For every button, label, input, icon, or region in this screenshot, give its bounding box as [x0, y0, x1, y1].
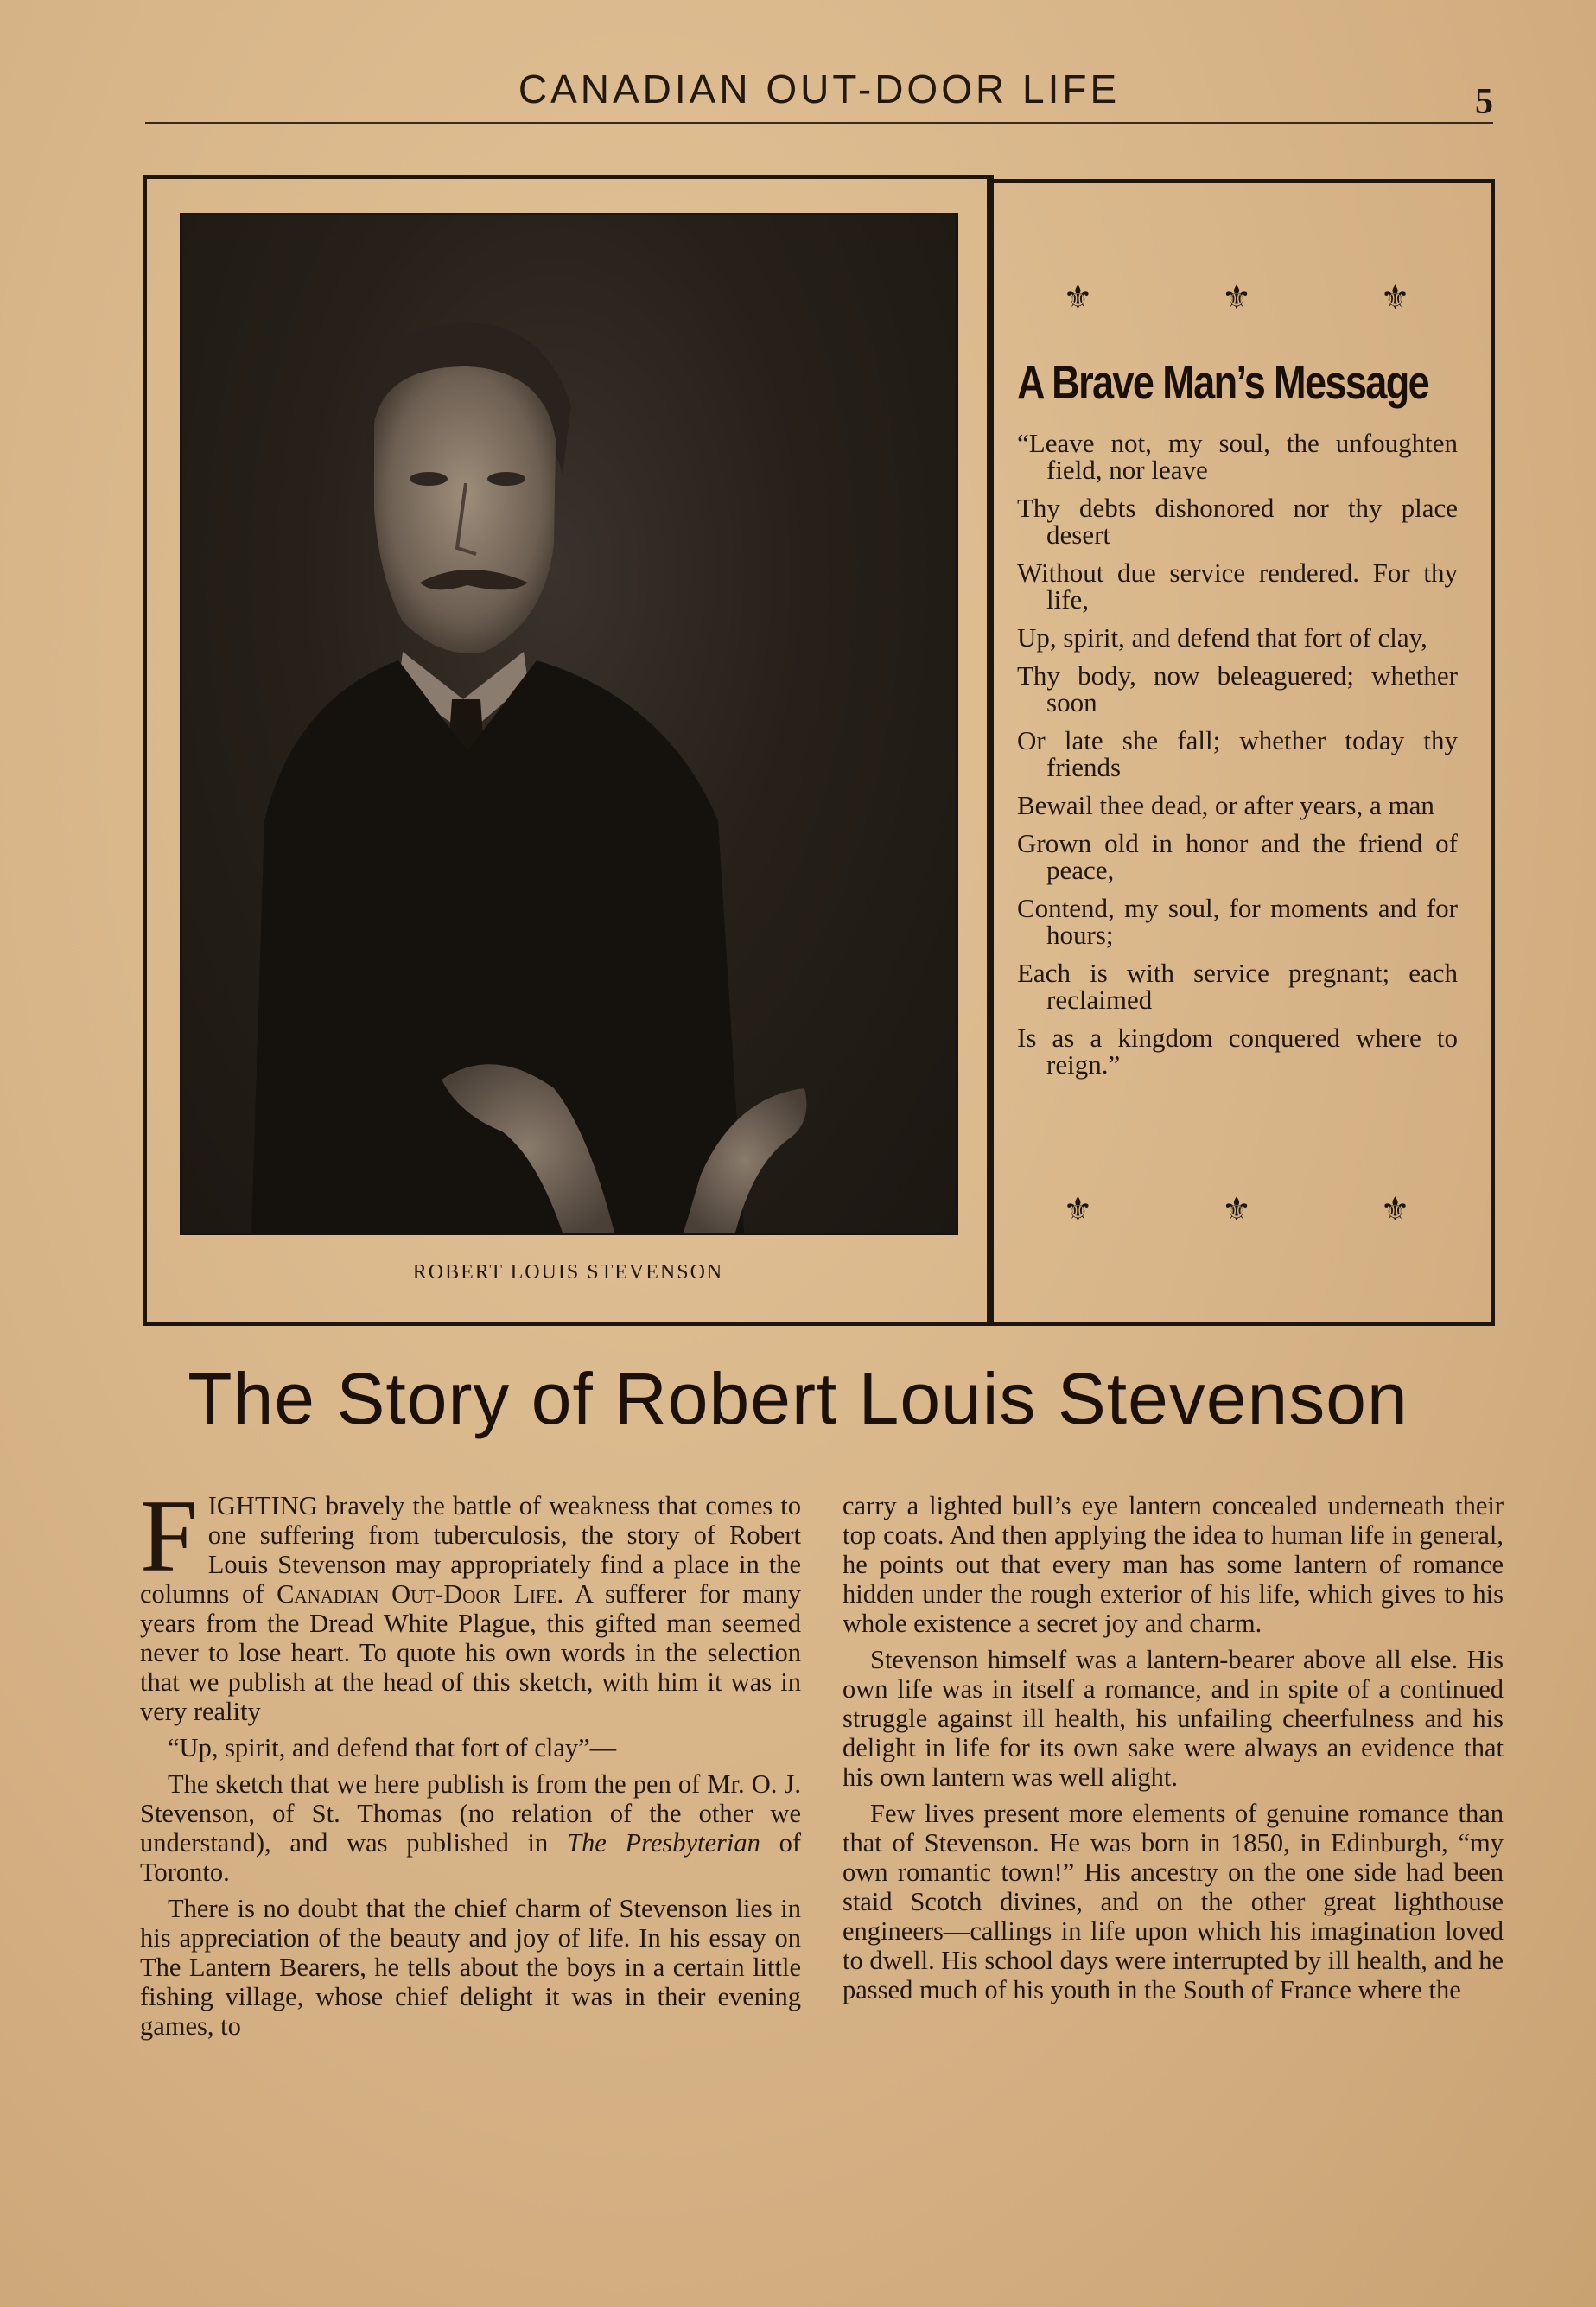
poem-line: Up, spirit, and defend that fort of clay, — [1017, 622, 1427, 653]
fleur-de-lis-icon: ⚜ ⚜ ⚜ — [1063, 280, 1471, 316]
poem-line: Contend, my soul, for moments and for hours; — [1017, 893, 1458, 950]
paragraph-text: of Toronto. — [140, 1828, 801, 1887]
poem-line: Thy debts dishonored nor thy place desert — [1017, 493, 1458, 550]
poem-panel — [987, 179, 1495, 1326]
article-title: The Story of Robert Louis Stevenson — [188, 1358, 1408, 1439]
feature-box — [143, 175, 1491, 1322]
header-rule — [145, 122, 1493, 124]
paragraph-lantern: carry a lighted bull’s eye lantern concealed underneath their top coats. And then applying the idea to human life in general, he points out that every man has some lantern of romance hidden under the rough exterior of his life, which gives to his whole existence a secret joy and charm. — [843, 1491, 1504, 1638]
publication-name: The Presbyterian — [566, 1828, 760, 1858]
running-title: CANADIAN OUT-DOOR LIFE — [518, 67, 1121, 112]
portrait-illustration — [182, 215, 956, 1233]
paragraph-text: . A sufferer for many years from the Dread White Plague, this gifted man seemed never to lose heart. To quote his own words in the selection that we publish at the head of this sketch, with him it was in very reality — [140, 1579, 801, 1726]
paragraph-lantern-bearer: Stevenson himself was a lantern-bearer above all else. His own life was in itself a romance, and in spite of a continued struggle against ill health, his unfailing cheerfulness and his delight in life for its own sake were always an evidence that his own lantern was well alight. — [843, 1645, 1504, 1792]
paragraph-text: The sketch that we here publish is from the pen of Mr. O. J. Stevenson, of St. Thomas (no relation of the other we understand), and was published in — [140, 1769, 801, 1858]
article-column-right — [843, 1491, 1504, 2011]
paragraph-source — [140, 1769, 801, 1887]
photo-caption: ROBERT LOUIS STEVENSON — [412, 1261, 724, 1284]
magazine-name: Canadian Out-Door Life — [277, 1579, 557, 1609]
poem-line: Thy body, now beleaguered; whether soon — [1017, 660, 1458, 717]
page-header — [145, 66, 1493, 126]
photo-panel — [143, 175, 994, 1326]
paragraph-charm: There is no doubt that the chief charm of Stevenson lies in his appreciation of the beauty and joy of life. In his essay on The Lantern Bearers, he tells about the boys in a certain little fishing village, whose chief delight it was in their evening games, to — [140, 1894, 801, 2041]
paragraph-text: IGHTING bravely the battle of weakness that comes to one suffering from tuberculosis, the story of Robert Louis Stevenson may appropriately find a place in the columns of — [140, 1491, 801, 1609]
poem-line: Bewail thee dead, or after years, a man — [1017, 790, 1434, 820]
poem-line: Grown old in honor and the friend of peace, — [1017, 828, 1458, 885]
poem-line: “Leave not, my soul, the unfoughten field, nor leave — [1017, 428, 1458, 485]
fleur-de-lis-icon: ⚜ ⚜ ⚜ — [1063, 1192, 1471, 1228]
article-column-left — [140, 1478, 801, 2048]
poem-title: A Brave Man’s Message — [1017, 355, 1429, 409]
poem-line: Or late she fall; whether today thy friends — [1017, 725, 1458, 782]
drop-cap: F — [140, 1478, 198, 1593]
page-number: 5 — [1475, 82, 1493, 122]
paragraph-intro — [140, 1478, 801, 1726]
poem-line: Without due service rendered. For thy life, — [1017, 558, 1458, 615]
portrait-photo — [180, 213, 958, 1235]
poem-line: Is as a kingdom conquered where to reign.” — [1017, 1023, 1458, 1080]
poem-line: Each is with service pregnant; each reclaimed — [1017, 958, 1458, 1015]
pull-quote: “Up, spirit, and defend that fort of clay”— — [168, 1733, 617, 1762]
paragraph-romance: Few lives present more elements of genuine romance than that of Stevenson. He was born in 1850, in Edinburgh, “my own romantic town!” His ancestry on the one side had been staid Scotch divines, and on the other great lighthouse engineers—callings in life upon which his imagination loved to dwell. His school days were interrupted by ill health, and he passed much of his youth in the South of France where the — [843, 1799, 1504, 2004]
poem-body — [1017, 430, 1458, 1089]
